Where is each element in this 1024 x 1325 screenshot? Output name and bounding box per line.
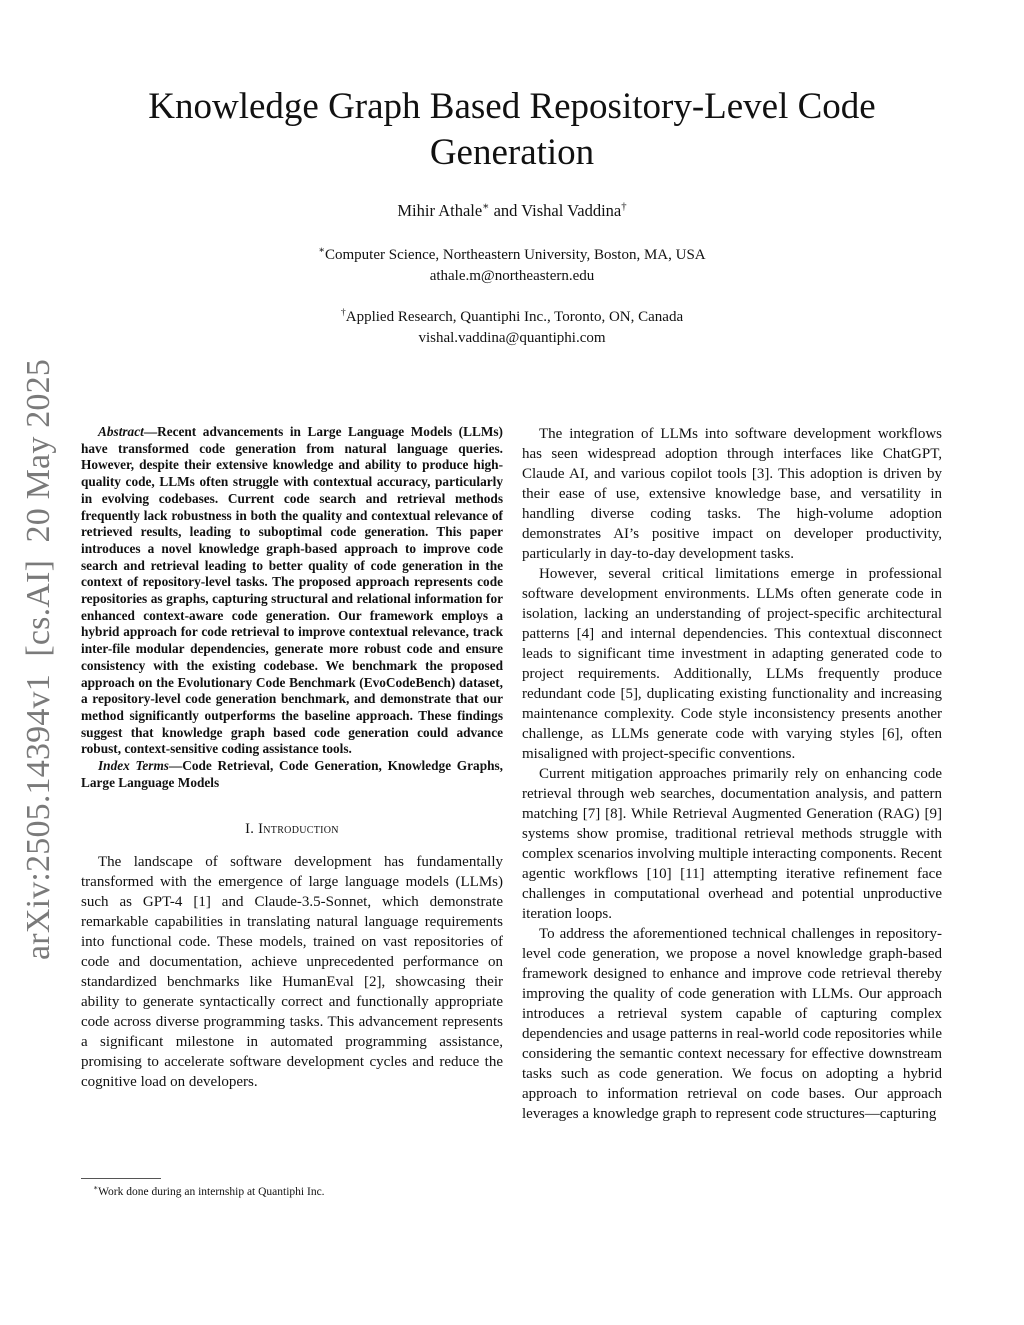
affiliation-block (0, 307, 1024, 349)
index-terms-label: Index Terms (98, 758, 169, 774)
index-terms-text: —Code Retrieval, Code Generation, Knowledge Graphs, Large Language Models (81, 758, 503, 790)
affiliation-block (0, 245, 1024, 287)
arxiv-stamp: arXiv:2505.14394v1 [cs.AI] 20 May 2025 (20, 358, 57, 960)
section-title: Introduction (258, 821, 339, 838)
affiliation-text: Applied Research, Quantiphi Inc., Toronto, ON, Canada (345, 309, 684, 325)
abstract-text: —Recent advancements in Large Language Models (LLMs) have transformed code generation from natural language queries. However, despite their extensive knowledge and ability to produce high-quality code, LLMs often struggle with contextual accuracy, particularly in evolving codebases. Current code search and retrieval methods frequently lack robustness in both the quality and contextual relevance of retrieved results, leading to suboptimal code generation. This paper introduces a novel knowledge graph-based approach to improve code search and retrieval leading to better quality of code generation in the context of repository-level tasks. The proposed approach represents code repositories as graphs, capturing structural and relational information for enhanced context-aware code generation. Our framework employs a hybrid approach for code retrieval to improve contextual relevance, track inter-file modular dependencies, generate more robust code and ensure consistency with the existing codebase. We benchmark the proposed approach on the Evolutionary Code Benchmark (EvoCodeBench) dataset, a repository-level code generation benchmark, and demonstrate that our method significantly outperforms the baseline approach. These findings suggest that knowledge graph based code generation could advance robust, context-sensitive coding assistance tools. (81, 424, 503, 757)
affiliation-mark: ∗ (318, 245, 325, 256)
right-column (522, 424, 942, 1124)
author-line (0, 201, 1024, 221)
body-paragraph: Current mitigation approaches primarily rely on enhancing code retrieval through web searches, documentation analysis, and pattern matching [7] [8]. While Retrieval Augmented Generation (RAG) [9] systems show promise, traditional retrieval methods struggle with complex scenarios involving multiple interacting components. Recent agentic workflows [10] [11] attempting iterative refinement face challenges in computational overhead and potential unproductive iteration loops. (522, 766, 942, 922)
intro-paragraph: The landscape of software development has fundamentally transformed with the emergence of large language models (LLMs) such as GPT-4 [1] and Claude-3.5-Sonnet, which demonstrate remarkable capabilities in translating natural language requirements into functional code. These models, trained on vast repositories of code and documentation, achieve unprecedented performance on standardized benchmarks like HumanEval [2], showcasing their ability to generate syntactically correct and functionally appropriate code across diverse programming tasks. This advancement represents a significant milestone in automated programming assistance, promising to accelerate software development cycles and reduce the cognitive load on developers. (81, 854, 503, 1091)
affiliation-line (0, 307, 1024, 328)
body-paragraph: To address the aforementioned technical challenges in repository-level code generation, we propose a novel knowledge graph-based framework designed to enhance and improve code retrieval thereby improving the quality of code generation with LLMs. Our approach introduces a retrieval system capable of capturing complex dependencies and usage patterns in real-world code repositories while considering the semantic context necessary for effective downstream tasks such as code generation. We focus on adopting a hybrid approach to information retrieval on code bases. Our approach leverages a knowledge graph to represent code structures—capturing (522, 926, 942, 1122)
author-name: Vishal Vaddina (521, 201, 622, 220)
author-name: Mihir Athale (397, 201, 483, 220)
author-footnote-mark: ∗ (482, 200, 490, 213)
affiliation-email: athale.m@northeastern.edu (429, 268, 595, 284)
body-paragraph: However, several critical limitations emerge in professional software development environments. LLMs often generate code in isolation, lacking an understanding of project-specific architectural patterns [4] and internal dependencies. This contextual disconnect leads to significant time investment in adapting generated code to project requirements. Additionally, LLMs frequently produce redundant code [5], duplicating existing functionality and increasing maintenance complexity. Code style inconsistency presents another challenge, as LLMs generate code with varying styles [6], often misaligned with project-specific conventions. (522, 566, 942, 762)
abstract (81, 424, 503, 758)
section-heading (81, 821, 503, 838)
left-column (81, 424, 503, 1092)
footnote-mark: ∗ (93, 1183, 99, 1193)
footnote (81, 1183, 325, 1198)
affiliation-text: Computer Science, Northeastern University, Boston, MA, USA (325, 247, 706, 263)
author-joiner: and (489, 201, 522, 220)
footnote-text: Work done during an internship at Quantiphi Inc. (98, 1186, 325, 1198)
paper-title: Knowledge Graph Based Repository-Level Code Generation (148, 86, 876, 173)
affiliation-mark: † (340, 307, 346, 318)
abstract-label: Abstract (98, 424, 144, 439)
author-footnote-mark: † (621, 200, 627, 213)
section-number: I. (245, 821, 259, 838)
affiliation-email: vishal.vaddina@quantiphi.com (418, 330, 606, 346)
index-terms (81, 758, 503, 791)
affiliation-line (0, 245, 1024, 266)
footnote-divider (81, 1178, 161, 1179)
body-paragraph: The integration of LLMs into software development workflows has seen widespread adoption through interfaces like ChatGPT, Claude AI, and various copilot tools [3]. This adoption is driven by their ease of use, extensive knowledge base, and versatility in handling diverse coding tasks. The high-volume adoption demonstrates AI’s positive impact on developer productivity, particularly in day-to-day development tasks. (522, 426, 942, 562)
